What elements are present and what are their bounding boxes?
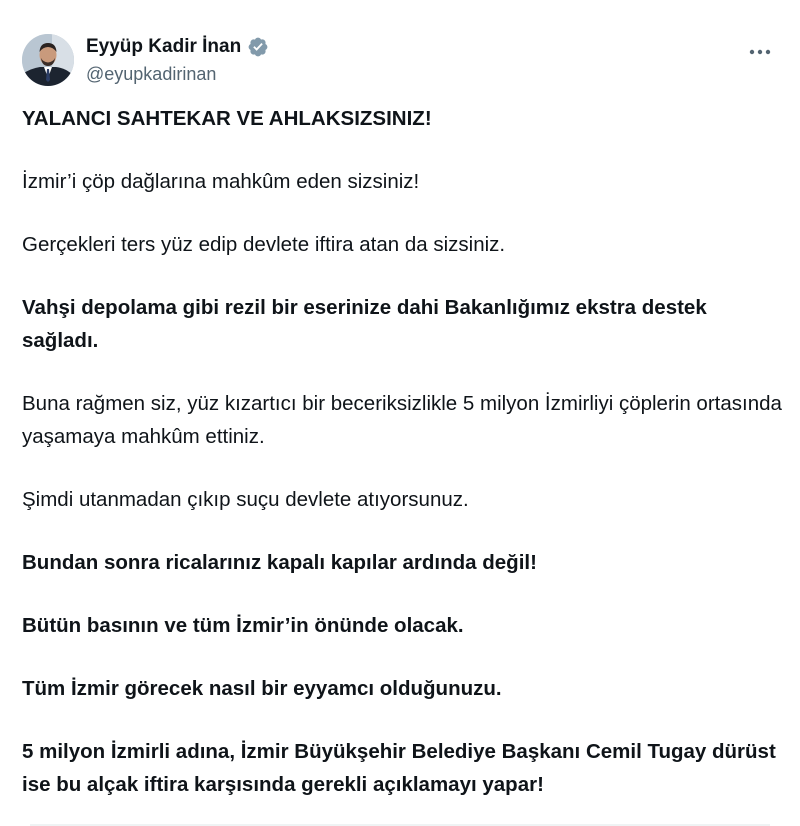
tweet-paragraph: YALANCI SAHTEKAR VE AHLAKSIZSINIZ!	[22, 107, 432, 130]
tweet-paragraph: Şimdi utanmadan çıkıp suçu devlete atıyorsunuz.	[22, 488, 469, 511]
tweet-paragraph: Buna rağmen siz, yüz kızartıcı bir beceriksizlikle 5 milyon İzmirliyi çöplerin ortasında yaşamaya mahkûm ettiniz.	[22, 392, 782, 448]
tweet-paragraph: Vahşi depolama gibi rezil bir eserinize dahi Bakanlığımız ekstra destek sağladı.	[22, 296, 707, 352]
tweet-paragraph: 5 milyon İzmirli adına, İzmir Büyükşehir Belediye Başkanı Cemil Tugay dürüst ise bu alçak iftira karşısında gerekli açıklamayı yapar!	[22, 740, 776, 796]
tweet-paragraph: İzmir’i çöp dağlarına mahkûm eden sizsiniz!	[22, 170, 420, 193]
more-options-icon[interactable]	[746, 40, 774, 64]
name-row	[86, 34, 269, 60]
tweet-paragraph: Bütün basının ve tüm İzmir’in önünde olacak.	[22, 614, 464, 637]
tweet-paragraph: Bundan sonra ricalarınız kapalı kapılar ardında değil!	[22, 551, 537, 574]
tweet-text	[22, 102, 787, 801]
author-display-name[interactable]: Eyyüp Kadir İnan	[86, 36, 242, 57]
tweet-paragraph: Gerçekleri ters yüz edip devlete iftira atan da sizsiniz.	[22, 233, 506, 256]
author-handle[interactable]: @eyupkadirinan	[86, 64, 217, 84]
avatar[interactable]	[22, 34, 74, 86]
tweet-header	[22, 32, 778, 88]
author-info	[86, 34, 269, 85]
tweet-paragraph: Tüm İzmir görecek nasıl bir eyyamcı olduğunuzu.	[22, 677, 502, 700]
avatar-image	[22, 34, 74, 86]
verified-badge-icon[interactable]	[247, 36, 269, 58]
